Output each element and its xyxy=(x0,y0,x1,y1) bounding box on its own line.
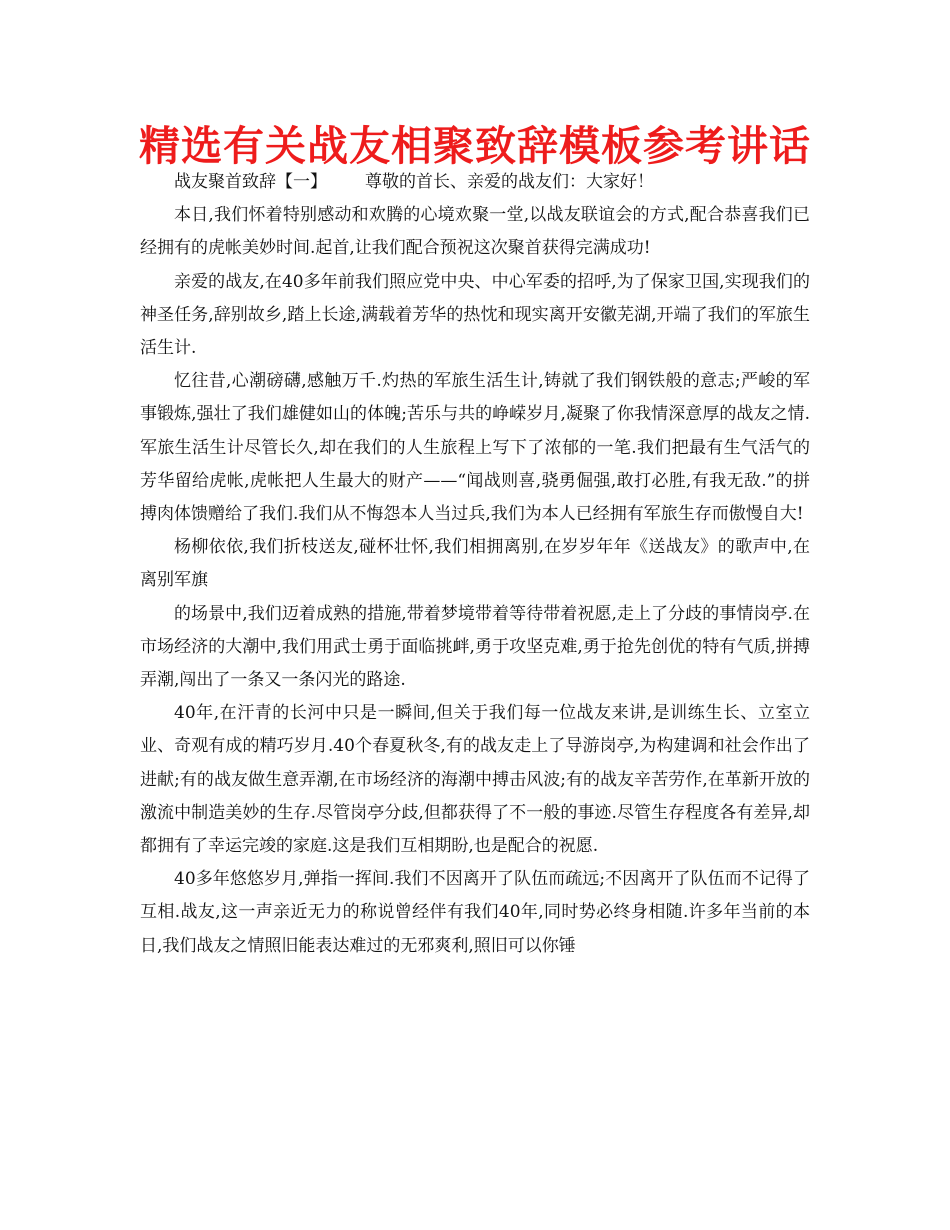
paragraph: 忆往昔,心潮磅礴,感触万千.灼热的军旅生活生计,铸就了我们钢铁般的意志;严峻的军事锻炼,强壮了我们雄健如山的体魄;苦乐与共的峥嵘岁月,凝聚了你我情深意厚的战友之情.军旅生活生计尽管长久,却在我们的人生旅程上写下了浓郁的一笔.我们把最有生气活气的芳华留给虎帐,虎帐把人生最大的财产——“闻战则喜,骁勇倔强,敢打必胜,有我无敌.”的拼搏肉体馈赠给了我们.我们从不悔怨本人当过兵,我们为本人已经拥有军旅生存而傲慢自大! xyxy=(140,371,810,525)
subtitle-line xyxy=(140,166,810,199)
paragraph: 40多年悠悠岁月,弹指一挥间.我们不因离开了队伍而疏远;不因离开了队伍而不记得了互相.战友,这一声亲近无力的称说曾经伴有我们40年,同时势必终身相随.许多年当前的本日,我们战友之情照旧能表达难过的无邪爽利,照旧可以你锤 xyxy=(140,869,810,956)
paragraph: 本日,我们怀着特别感动和欢腾的心境欢聚一堂,以战友联谊会的方式,配合恭喜我们已经拥有的虎帐美妙时间.起首,让我们配合预祝这次聚首获得完满成功! xyxy=(140,205,810,259)
paragraph: 杨柳依依,我们折枝送友,碰杯壮怀,我们相拥离别,在岁岁年年《送战友》的歌声中,在离别军旗 xyxy=(140,537,810,591)
document-title: 精选有关战友相聚致辞模板参考讲话 xyxy=(139,122,811,170)
subtitle-heading: 战友聚首致辞【一】 xyxy=(174,172,327,192)
paragraph: 亲爱的战友,在40多年前我们照应党中央、中心军委的招呼,为了保家卫国,实现我们的神圣任务,辞别故乡,踏上长途,满载着芳华的热忱和现实离开安徽芜湖,开端了我们的军旅生活生计. xyxy=(140,271,810,359)
salutation: 尊敬的首长、亲爱的战友们：大家好！ xyxy=(365,172,654,192)
document-body xyxy=(140,166,810,963)
paragraph: 40年,在汗青的长河中只是一瞬间,但关于我们每一位战友来讲,是训练生长、立室立业、奇观有成的精巧岁月.40个春夏秋冬,有的战友走上了导游岗亭,为构建调和社会作出了进献;有的战友做生意弄潮,在市场经济的海潮中搏击风波;有的战友辛苦劳作,在革新开放的激流中制造美妙的生存.尽管岗亭分歧,但都获得了不一般的事迹.尽管生存程度各有差异,却都拥有了幸运完竣的家庭.这是我们互相期盼,也是配合的祝愿. xyxy=(140,703,810,857)
paragraph: 的场景中,我们迈着成熟的措施,带着梦境带着等待带着祝愿,走上了分歧的事情岗亭.在市场经济的大潮中,我们用武士勇于面临挑衅,勇于攻坚克难,勇于抢先创优的特有气质,拼搏弄潮,闯出了一条又一条闪光的路途. xyxy=(140,603,810,691)
